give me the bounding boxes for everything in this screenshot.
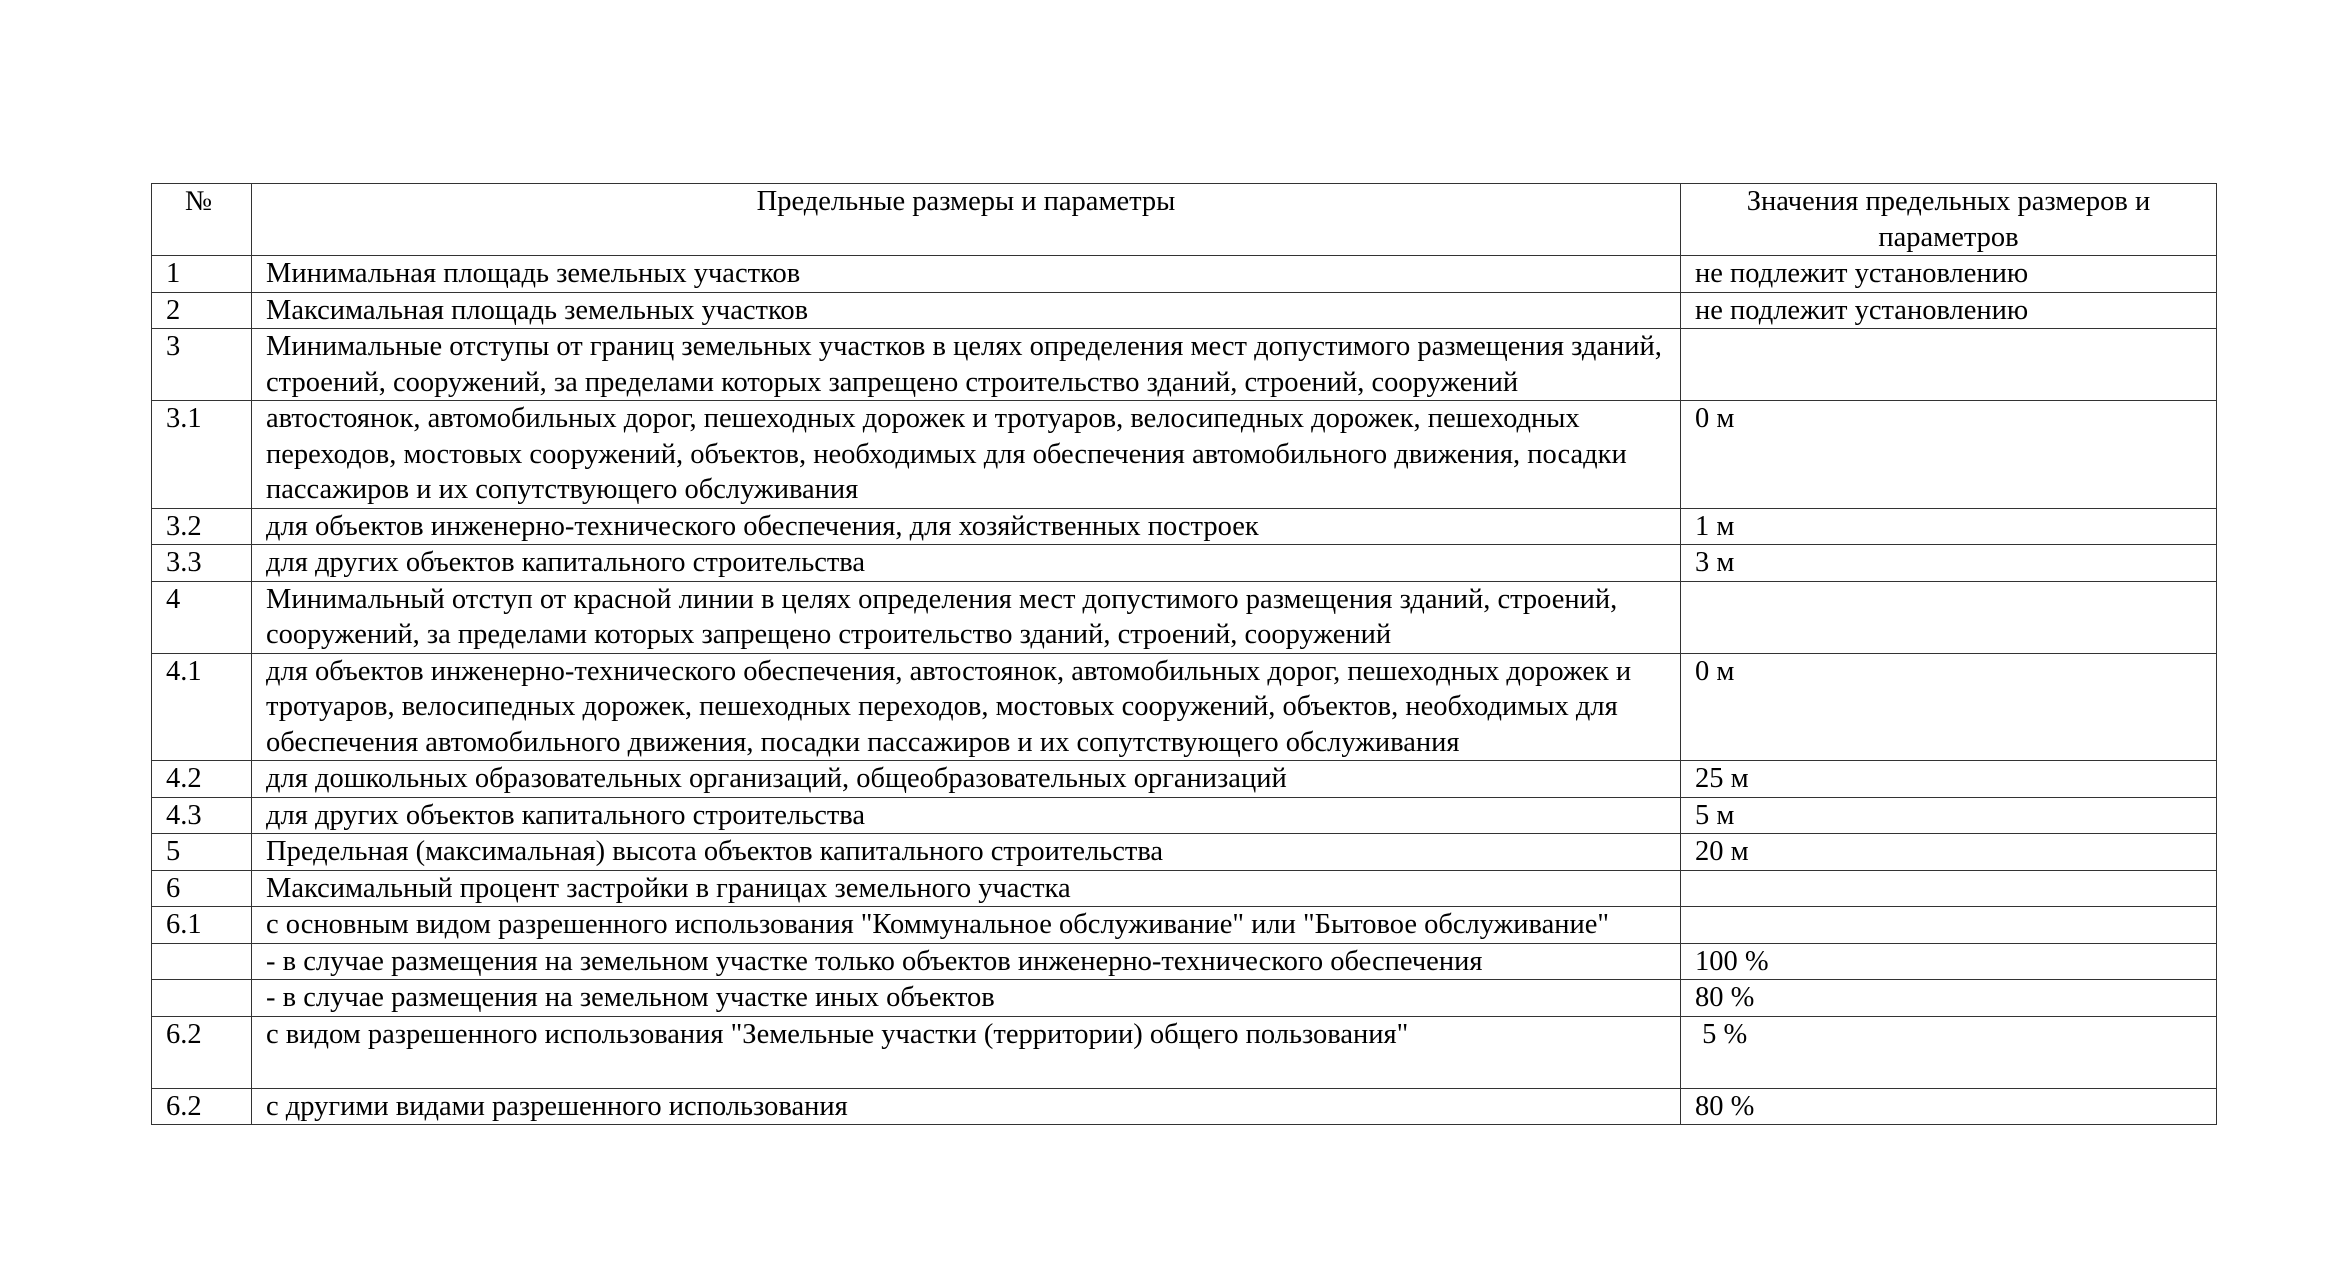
- table-row: [152, 256, 2217, 293]
- row-value: не подлежит установлению: [1681, 292, 2217, 329]
- header-parameter-cell: Предельные размеры и параметры: [252, 184, 1681, 256]
- row-value: 0 м: [1681, 401, 2217, 509]
- table-row: [152, 870, 2217, 907]
- row-parameter: с основным видом разрешенного использования "Коммунальное обслуживание" или "Бытовое обслуживание": [252, 907, 1681, 944]
- row-value: [1681, 581, 2217, 653]
- row-number: 6: [152, 870, 252, 907]
- row-value: 20 м: [1681, 834, 2217, 871]
- table-row: [152, 581, 2217, 653]
- row-parameter: для объектов инженерно-технического обеспечения, для хозяйственных построек: [252, 508, 1681, 545]
- row-value: 80 %: [1681, 1088, 2217, 1125]
- row-number: 6.2: [152, 1088, 252, 1125]
- table-header-row: [152, 184, 2217, 256]
- row-value: 25 м: [1681, 761, 2217, 798]
- row-value: 0 м: [1681, 653, 2217, 761]
- row-number: 1: [152, 256, 252, 293]
- row-parameter: - в случае размещения на земельном участке иных объектов: [252, 980, 1681, 1017]
- row-number: 2: [152, 292, 252, 329]
- row-parameter: для объектов инженерно-технического обеспечения, автостоянок, автомобильных дорог, пешеходных дорожек и тротуаров, велосипедных дорожек, пешеходных переходов, мостовых сооружений, объектов, необходимых для обеспечения автомобильного движения, посадки пассажиров и их сопутствующего обслуживания: [252, 653, 1681, 761]
- row-parameter: Минимальная площадь земельных участков: [252, 256, 1681, 293]
- header-value-cell: Значения предельных размеров и параметров: [1681, 184, 2217, 256]
- row-number: 3: [152, 329, 252, 401]
- row-parameter: автостоянок, автомобильных дорог, пешеходных дорожек и тротуаров, велосипедных дорожек, пешеходных переходов, мостовых сооружений, объектов, необходимых для обеспечения автомобильного движения, посадки пассажиров и их сопутствующего обслуживания: [252, 401, 1681, 509]
- row-value: [1681, 329, 2217, 401]
- row-value: 1 м: [1681, 508, 2217, 545]
- row-value: не подлежит установлению: [1681, 256, 2217, 293]
- row-value: 100 %: [1681, 943, 2217, 980]
- header-number-cell: №: [152, 184, 252, 256]
- row-parameter: с другими видами разрешенного использования: [252, 1088, 1681, 1125]
- row-number: 4.2: [152, 761, 252, 798]
- row-number: [152, 943, 252, 980]
- row-number: 4: [152, 581, 252, 653]
- row-value: [1681, 907, 2217, 944]
- table-row: [152, 653, 2217, 761]
- row-number: 3.1: [152, 401, 252, 509]
- row-number: 5: [152, 834, 252, 871]
- table-row: [152, 943, 2217, 980]
- row-number: 3.2: [152, 508, 252, 545]
- row-number: 6.2: [152, 1016, 252, 1088]
- row-parameter: Максимальная площадь земельных участков: [252, 292, 1681, 329]
- row-number: 3.3: [152, 545, 252, 582]
- row-value: 80 %: [1681, 980, 2217, 1017]
- row-number: 4.3: [152, 797, 252, 834]
- table-row: [152, 329, 2217, 401]
- row-parameter: для других объектов капитального строительства: [252, 545, 1681, 582]
- row-value: 5 %: [1681, 1016, 2217, 1088]
- row-parameter: с видом разрешенного использования "Земельные участки (территории) общего пользования": [252, 1016, 1681, 1088]
- row-parameter: Минимальные отступы от границ земельных участков в целях определения мест допустимого размещения зданий, строений, сооружений, за пределами которых запрещено строительство зданий, строений, сооружений: [252, 329, 1681, 401]
- row-parameter: Предельная (максимальная) высота объектов капитального строительства: [252, 834, 1681, 871]
- row-parameter: - в случае размещения на земельном участке только объектов инженерно-технического обеспечения: [252, 943, 1681, 980]
- table-row: [152, 980, 2217, 1017]
- table-row: [152, 1088, 2217, 1125]
- row-number: 4.1: [152, 653, 252, 761]
- row-parameter: для дошкольных образовательных организаций, общеобразовательных организаций: [252, 761, 1681, 798]
- table-row: [152, 292, 2217, 329]
- table-row: [152, 761, 2217, 798]
- table-row: [152, 834, 2217, 871]
- table-row: [152, 401, 2217, 509]
- row-parameter: для других объектов капитального строительства: [252, 797, 1681, 834]
- table-row: [152, 1016, 2217, 1088]
- row-number: 6.1: [152, 907, 252, 944]
- table-row: [152, 797, 2217, 834]
- table-row: [152, 545, 2217, 582]
- row-parameter: Максимальный процент застройки в границах земельного участка: [252, 870, 1681, 907]
- row-value: [1681, 870, 2217, 907]
- table-row: [152, 907, 2217, 944]
- parameters-table: [151, 183, 2217, 1125]
- table-row: [152, 508, 2217, 545]
- row-number: [152, 980, 252, 1017]
- row-value: 5 м: [1681, 797, 2217, 834]
- row-parameter: Минимальный отступ от красной линии в целях определения мест допустимого размещения зданий, строений, сооружений, за пределами которых запрещено строительство зданий, строений, сооружений: [252, 581, 1681, 653]
- row-value: 3 м: [1681, 545, 2217, 582]
